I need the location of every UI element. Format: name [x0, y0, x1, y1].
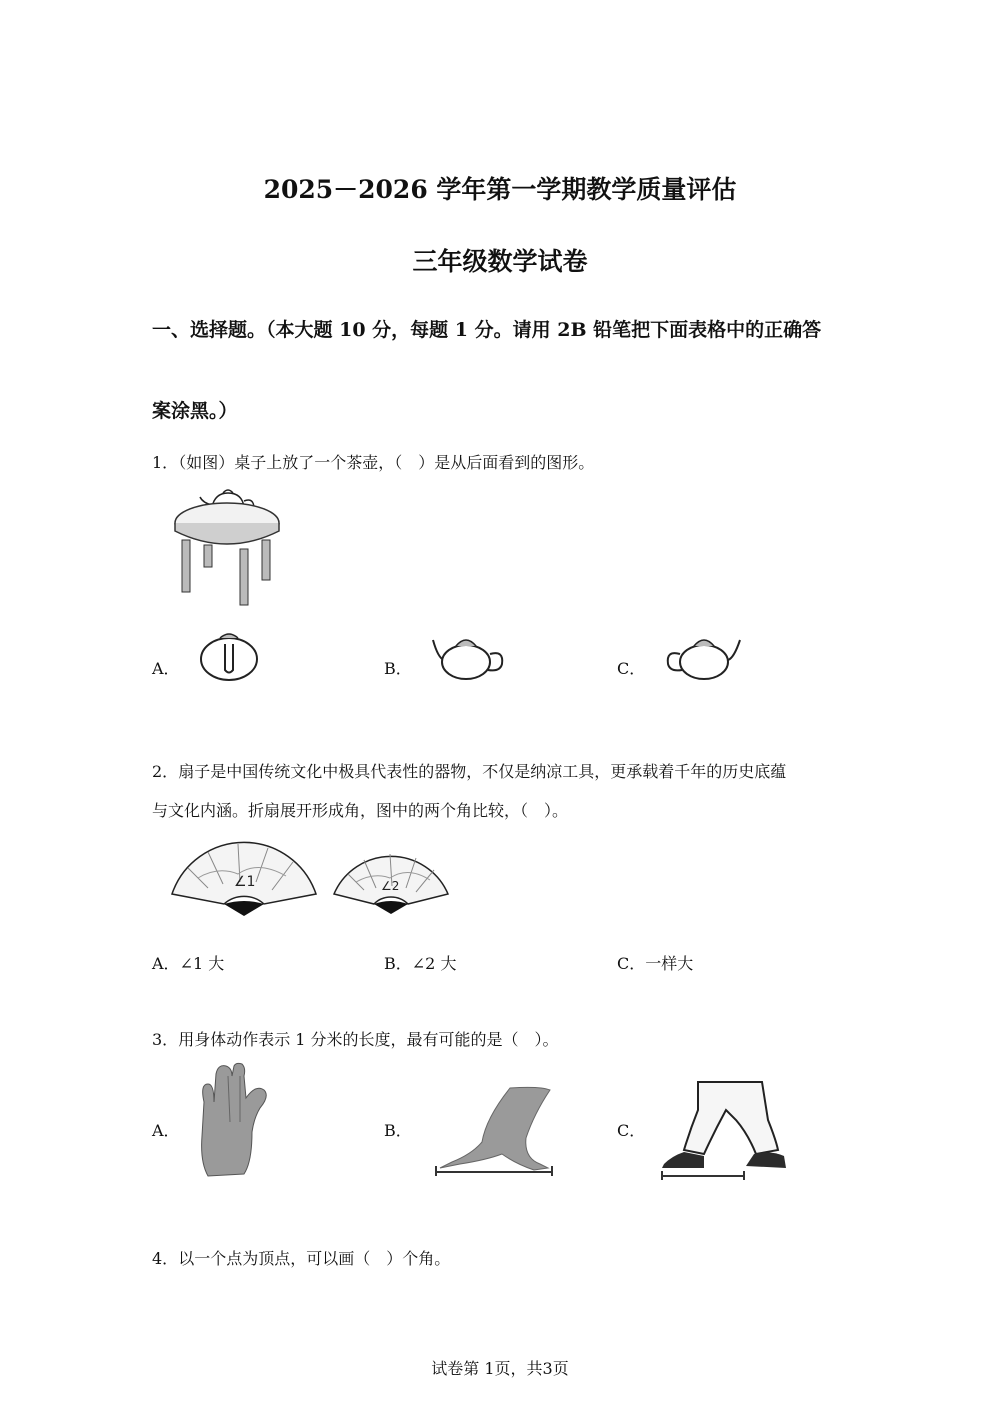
q3-option-b-hand-span-image [430, 1084, 556, 1178]
q2-option-a[interactable] [152, 951, 224, 974]
angle-2-label: ∠2 [381, 879, 400, 893]
q1-option-b[interactable] [384, 656, 412, 679]
option-label: B． [384, 659, 412, 678]
option-label: A． [152, 954, 180, 973]
question-number: 2． [152, 762, 179, 781]
q3-option-c-step-image [658, 1080, 788, 1180]
exam-title: 2025－2026 学年第一学期教学质量评估 [263, 175, 737, 204]
table-with-teapot-image [170, 485, 285, 610]
option-text: 一样大 [645, 954, 694, 973]
question-number: 4． [152, 1249, 179, 1268]
q1-option-a[interactable] [152, 656, 180, 679]
angle-1-label: ∠1 [234, 874, 256, 890]
option-label: A． [152, 659, 180, 678]
question-2-line2: 与文化内涵。折扇展开形成角，图中的两个角比较，（ ）。 [152, 801, 569, 820]
fan-angle-2-image [330, 848, 452, 916]
q1-option-b-image [428, 630, 508, 682]
q3-option-a-hand-image [194, 1062, 274, 1180]
q2-option-c[interactable] [617, 951, 693, 974]
question-3 [152, 1027, 559, 1050]
question-2-line1 [152, 759, 786, 782]
question-number: 3． [152, 1030, 179, 1049]
option-label: C． [617, 659, 646, 678]
fan-angle-1-image [168, 838, 320, 918]
q3-option-b[interactable] [384, 1118, 412, 1141]
q1-option-c[interactable] [617, 656, 645, 679]
question-number: 1． [152, 453, 179, 472]
option-text: ∠1 大 [179, 954, 225, 973]
question-4 [152, 1246, 450, 1269]
option-label: B． [384, 954, 412, 973]
question-text: 以一个点为顶点，可以画（ ）个角。 [178, 1249, 451, 1268]
q3-option-a[interactable] [152, 1118, 180, 1141]
q3-option-c[interactable] [617, 1118, 645, 1141]
option-text: ∠2 大 [411, 954, 457, 973]
question-text: 扇子是中国传统文化中极具代表性的器物，不仅是纳凉工具，更承载着千年的历史底蕴 [178, 762, 787, 781]
q2-option-b[interactable] [384, 951, 456, 974]
page-footer: 试卷第 1页，共3页 [431, 1359, 569, 1378]
question-1 [152, 450, 594, 473]
option-label: C． [617, 954, 646, 973]
q1-option-a-image [198, 630, 260, 682]
question-text: （如图）桌子上放了一个茶壶，（ ）是从后面看到的图形。 [178, 453, 595, 472]
q1-option-c-image [662, 630, 744, 682]
exam-subtitle: 三年级数学试卷 [412, 247, 588, 276]
option-label: B． [384, 1121, 412, 1140]
section-heading-line1: 一、选择题。（本大题 10 分，每题 1 分。请用 2B 铅笔把下面表格中的正确答 [152, 319, 822, 341]
section-heading-line2: 案涂黑。） [152, 400, 238, 422]
option-label: C． [617, 1121, 646, 1140]
option-label: A． [152, 1121, 180, 1140]
question-text: 用身体动作表示 1 分米的长度，最有可能的是（ ）。 [178, 1030, 559, 1049]
